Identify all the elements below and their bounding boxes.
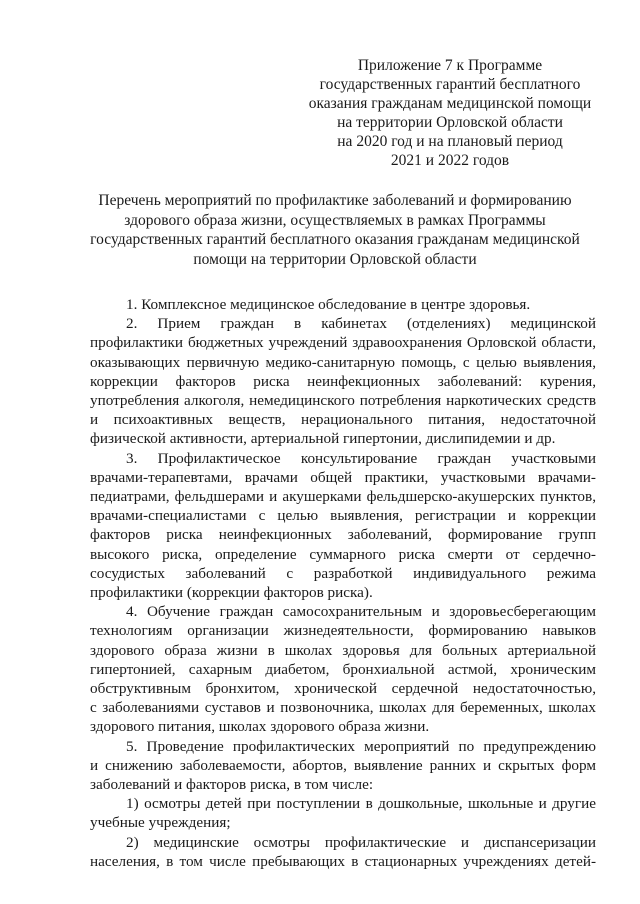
paragraph-line: с заболеваниями суставов и позвоночника, школах для беременных, школах [90, 699, 596, 717]
paragraph-1 [90, 295, 596, 314]
paragraph-line: врачами-специалистами с целью выявления, регистрации и коррекции [90, 507, 596, 525]
paragraph-line: здорового питания, школах здорового образа жизни. [90, 718, 430, 736]
paragraph-line: учебные учреждения; [90, 814, 231, 832]
document-body [90, 295, 596, 871]
paragraph-line: профилактики бюджетных учреждений здравоохранения Орловской области, [90, 334, 596, 352]
paragraph-3 [90, 449, 596, 603]
paragraph-line: обструктивным бронхитом, хронической сердечной недостаточностью, [90, 680, 596, 698]
appendix-line: 2021 и 2022 годов [390, 152, 510, 169]
paragraph-line: 5. Проведение профилактических мероприятий по предупреждению [126, 737, 596, 755]
appendix-line: Приложение 7 к Программе [357, 57, 543, 74]
paragraph-line: заболеваний и факторов риска, в том числе: [90, 776, 374, 794]
paragraph-line: оказывающих первичную медико-санитарную помощь, с целью выявления, [90, 353, 596, 371]
paragraph-5 [90, 737, 596, 795]
paragraph-line: профилактики (коррекции факторов риска). [90, 584, 373, 602]
paragraph-line: 1. Комплексное медицинское обследование в центре здоровья. [126, 296, 531, 313]
paragraph-line: 2. Прием граждан в кабинетах (отделениях) медицинской [126, 315, 596, 333]
paragraph-line: здорового образа жизни в школах здоровья для больных артериальной [90, 641, 596, 659]
paragraph-line: и снижению заболеваемости, абортов, выявление ранних и скрытых форм [90, 756, 596, 774]
appendix-line: государственных гарантий бесплатного [319, 76, 581, 93]
paragraph-line: 4. Обучение граждан самосохранительным и здоровьесберегающим [126, 603, 596, 621]
title-line: государственных гарантий бесплатного оказания гражданам медицинской [90, 231, 580, 248]
paragraph-line: высокого риска, определение суммарного риска смерти от сердечно- [90, 545, 596, 563]
paragraph-line: 3. Профилактическое консультирование граждан участковыми [126, 449, 596, 467]
paragraph-line: гипертонией, сахарным диабетом, бронхиальной астмой, хроническим [90, 660, 596, 678]
paragraph-2 [90, 314, 596, 448]
title-line: Перечень мероприятий по профилактике заболеваний и формированию [98, 192, 572, 209]
paragraph-4 [90, 602, 596, 736]
paragraph-line: физической активности, артериальной гипертонии, дислипидемии и др. [90, 430, 556, 448]
paragraph-line: населения, в том числе пребывающих в стационарных учреждениях детей- [90, 852, 596, 870]
paragraph-line: врачами-терапевтами, врачами общей практики, участковыми врачами- [90, 468, 596, 486]
title-line: здорового образа жизни, осуществляемых в рамках Программы [124, 211, 546, 229]
appendix-line: оказания гражданам медицинской помощи [308, 95, 592, 112]
paragraph-line: 2) медицинские осмотры профилактические и диспансеризации [126, 833, 596, 851]
paragraph-line: педиатрами, фельдшерами и акушерками фельдшерско-акушерских пунктов, [90, 488, 596, 506]
title-line: помощи на территории Орловской области [193, 250, 477, 268]
paragraph-line: сосудистых заболеваний с разработкой индивидуального режима [90, 564, 596, 582]
paragraph-line: и психоактивных веществ, нерационального питания, недостаточной [90, 411, 596, 429]
paragraph-line: употребления алкоголя, немедицинского потребления наркотических средств [90, 392, 596, 410]
paragraph-line: технологиям организации жизнедеятельности, формированию навыков [90, 622, 596, 640]
appendix-line: на 2020 год и на плановый период [337, 133, 563, 150]
paragraph-line: факторов риска неинфекционных заболеваний, формирование групп [90, 526, 596, 544]
paragraph-line: коррекции факторов риска неинфекционных заболеваний: курения, [90, 372, 596, 390]
appendix-line: на территории Орловской области [337, 114, 563, 131]
document-title [80, 191, 590, 269]
appendix-header [300, 56, 600, 170]
paragraph-line: 1) осмотры детей при поступлении в дошкольные, школьные и другие [126, 795, 596, 813]
paragraph-5-2 [90, 833, 596, 871]
paragraph-5-1 [90, 794, 596, 832]
